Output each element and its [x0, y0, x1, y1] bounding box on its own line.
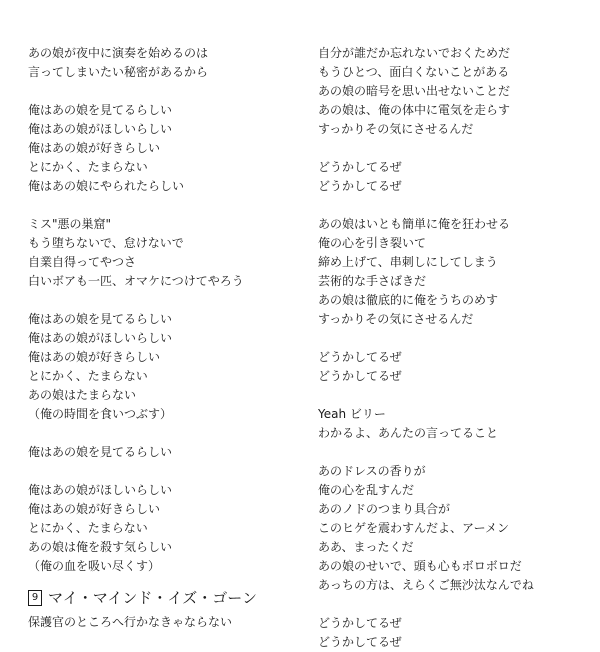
lyrics-column-right: [318, 44, 588, 652]
lyric-line: 自業自得ってやつさ: [28, 255, 137, 269]
lyric-line: あの娘は、俺の体中に電気を走らす: [318, 103, 511, 117]
lyric-line: あの娘は徹底的に俺をうちのめす: [318, 293, 499, 307]
lyrics-column-left: [28, 44, 298, 632]
lyric-line: ミス"悪の巣窟": [28, 217, 112, 231]
lyric-line: ああ、まったくだ: [318, 540, 414, 554]
stanza-gap: [28, 82, 298, 101]
stanza-gap: [318, 443, 588, 462]
lyric-line: あっちの方は、えらくご無沙汰なんでね: [318, 578, 534, 592]
lyric-line: 芸術的な手さばきだ: [318, 274, 427, 288]
lyric-line: とにかく、たまらない: [28, 521, 148, 535]
lyric-line: あの娘のせいで、頭も心もボロボロだ: [318, 559, 522, 573]
lyric-line: どうかしてるぜ: [318, 350, 402, 364]
lyric-line: 言ってしまいたい秘密があるから: [28, 65, 209, 79]
lyric-line: 俺はあの娘にやられたらしい: [28, 179, 185, 193]
lyric-line: 俺はあの娘が好きらしい: [28, 141, 161, 155]
lyric-line: 俺はあの娘が好きらしい: [28, 502, 161, 516]
track-number: 9: [28, 590, 42, 606]
lyric-line: すっかりその気にさせるんだ: [318, 122, 474, 136]
lyric-line: 自分が誰だか忘れないでおくためだ: [318, 46, 511, 60]
lyric-line: どうかしてるぜ: [318, 179, 402, 193]
lyric-line: 俺はあの娘を見てるらしい: [28, 103, 173, 117]
lyric-line: あの娘はいとも簡単に俺を狂わせる: [318, 217, 511, 231]
lyric-line: あのノドのつまり具合が: [318, 502, 451, 516]
lyric-line: とにかく、たまらない: [28, 369, 148, 383]
lyric-line: （俺の血を吸い尽くす）: [28, 559, 161, 573]
lyric-line: もうひとつ、面白くないことがある: [318, 65, 510, 79]
lyric-line: どうかしてるぜ: [318, 369, 402, 383]
lyric-line: 締め上げて、串刺しにしてしまう: [318, 255, 498, 269]
lyric-line: あの娘はたまらない: [28, 388, 137, 402]
lyrics-block-left: [28, 44, 298, 576]
lyrics-block-right: [318, 44, 588, 652]
lyric-line: とにかく、たまらない: [28, 160, 148, 174]
lyric-line: どうかしてるぜ: [318, 160, 402, 174]
stanza-gap: [28, 291, 298, 310]
lyric-line: あの娘の暗号を思い出せないことだ: [318, 84, 511, 98]
stanza-gap: [28, 196, 298, 215]
stanza-gap: [318, 196, 588, 215]
stanza-gap: [318, 329, 588, 348]
stanza-gap: [28, 424, 298, 443]
stanza-gap: [318, 595, 588, 614]
lyric-line: もう堕ちないで、怠けないで: [28, 236, 184, 250]
lyric-line: 保護官のところへ行かなきゃならない: [28, 615, 233, 629]
stanza-gap: [28, 462, 298, 481]
lyric-line: すっかりその気にさせるんだ: [318, 312, 474, 326]
lyric-line: わかるよ、あんたの言ってること: [318, 426, 499, 440]
lyric-line: あの娘は俺を殺す気らしい: [28, 540, 173, 554]
lyric-line: 俺はあの娘がほしいらしい: [28, 483, 173, 497]
track-title: マイ・マインド・イズ・ゴーン: [48, 589, 257, 607]
lyric-line: 俺の心を引き裂いて: [318, 236, 427, 250]
lyric-line: 俺の心を乱すんだ: [318, 483, 415, 497]
lyric-line: どうかしてるぜ: [318, 635, 402, 649]
lyric-line: あの娘が夜中に演奏を始めるのは: [28, 46, 209, 60]
lyric-line: （俺の時間を食いつぶす）: [28, 407, 173, 421]
lyric-line: 白いボアも一匹、オマケにつけてやろう: [28, 274, 244, 288]
lyric-line: あのドレスの香りが: [318, 464, 426, 478]
lyric-line: このヒゲを震わすんだよ、アーメン: [318, 521, 510, 535]
track-header: [28, 587, 298, 609]
lyric-line: どうかしてるぜ: [318, 616, 402, 630]
lyric-line: 俺はあの娘がほしいらしい: [28, 331, 173, 345]
lyric-line: 俺はあの娘を見てるらしい: [28, 312, 173, 326]
lyric-line: 俺はあの娘を見てるらしい: [28, 445, 173, 459]
stanza-gap: [318, 386, 588, 405]
stanza-gap: [318, 139, 588, 158]
lyric-line: 俺はあの娘が好きらしい: [28, 350, 161, 364]
lyric-line: Yeah ビリー: [318, 407, 386, 421]
lyric-line: 俺はあの娘がほしいらしい: [28, 122, 173, 136]
